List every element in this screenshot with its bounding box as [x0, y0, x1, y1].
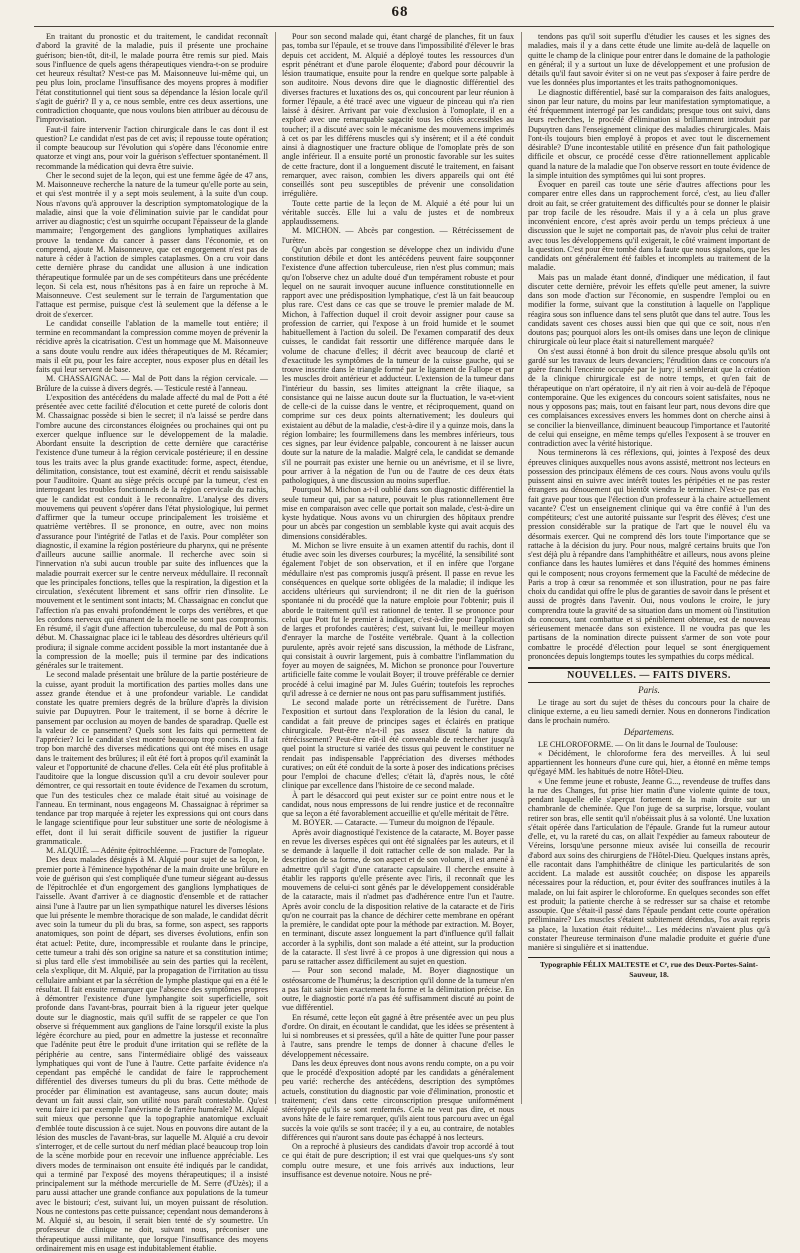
paragraph: Pourquoi M. Michon a-t-il oublié dans son diagnostic différentiel la seule tumeur qui, par sa nature, pouvait le plus rationnellement être mise en comparaison avec celle que portait son malade, c'est-à-dire un kyste hydatique. Nous avons vu un chirurgien des hôpitaux prendre pour un abcès par congestion un semblable kyste qui avait acquis des dimensions considérables. — [282, 485, 514, 541]
subheader-departments: Départemens. — [623, 727, 675, 738]
paragraph: Le candidat conseille l'ablation de la mamelle tout entière; il termine en recommandant la compression comme moyen de prévenir la récidive après la cicatrisation. C'est un hommage que M. Maisonneuve a sans doute voulu rendre aux idées thérapeutiques de M. Récamier; mais il eût pu, pour les faire accepter, nous exposer plus en détail les faits qui leur servent de base. — [36, 318, 268, 374]
paragraph: Dans les deux épreuves dont nous avons rendu compte, on a pu voir que le procédé d'exposition adopté par les candidats a généralement peu varié: recherche des antécédens, description des symptômes actuels, constitution du diagnostic par voie d'élimination, pronostic et traitement; c'est dans cette circonscription presque uniformément stéréotypée qu'ils se sont renfermés. Cela ne veut pas dire, et nous avons hâte de le faire remarquer, qu'ils aient tous parcouru avec un égal succès la voie qu'ils se sont tracée; il y a eu, au contraire, de notables différences qui n'auront sans doute pas échappé à nos lecteurs. — [282, 1058, 514, 1142]
paragraph: En traitant du pronostic et du traitement, le candidat reconnaît d'abord la gravité de la maladie, puis il présente une prochaine guérison; bien-tôt, dit-il, le malade pourra être remis sur pied. Mais sous l'influence de quels agens thérapeutiques viendra-t-on se produire cet heureux résultat? N'est-ce pas M. Maisonneuve lui-même qui, un peu plus loin, proclame l'insuffisance des moyens propres à modifier l'état constitutionnel qui tient sous sa dépendance la lésion locale qu'il s'agit de guérir? Il y a, ce nous semble, entre ces deux assertions, une contradiction choquante, que nous voulons bien attribuer au décousu de l'improvisation. — [36, 32, 268, 125]
paragraph: Faut-il faire intervenir l'action chirurgicale dans le cas dont il est question? Le candidat n'est pas de cet avis; il repousse toute opération; il compte beaucoup sur l'évolution qui s'opère dans l'économie entre quatorze et vingt ans, pour voir la guérison s'effectuer spontanément. Il recommande la médication qui devra être suivie. — [36, 124, 268, 171]
candidate-heading: M. CHASSAIGNAC. — Mal de Pott dans la région cervicale. — Brûlure de la cuisse à divers degrés. — Testicule resté à l'anneau. — [36, 374, 268, 393]
header-rule — [34, 26, 774, 27]
paragraph: Pour son second malade qui, étant chargé de planches, fit un faux pas, tomba sur l'épaule, et se trouve dans l'impossibilité d'élever le bras depuis cet accident, M. Alquié a déployé toutes les ressources d'un esprit pénétrant et d'une parole éloquente; d'abord pour découvrir la lésion traumatique, ensuite pour la rendre en quelque sorte palpable à son auditoire. Nous devons dire que le diagnostic différentiel des diverses fractures et luxations des os, qui concourent par leur réunion à former l'épaule, a été tracé avec une vigueur de pinceau qui n'a rien laissé à désirer. Arrivant par voie d'exclusion à l'omoplate, il en a exploré avec une remarquable sagacité tous les côtés accessibles au toucher; il a discuté avec soin le mécanisme des mouvemens imprimés à cet os par les différens muscles qui s'y insèrent; et il a été conduit ainsi à diagnostiquer une fracture oblique de l'omoplate près de son angle inférieur. Il a ensuite porté un pronostic favorable sur les suites de cette fracture, dont il a longuement discuté le traitement, en faisant remarquer, avec raison, combien les divers appareils qui ont été conseillés sont peu susceptibles de prévenir une consolidation irrégulière. — [282, 32, 514, 199]
paragraph: Toute cette partie de la leçon de M. Alquié a été pour lui un véritable succès. Elle lui a valu de justes et de nombreux applaudissemens. — [282, 198, 514, 226]
paragraph: — Pour son second malade, M. Boyer diagnostique un ostéosarcome de l'humérus; la description qu'il donne de la tumeur n'en a pas fait saisir bien exactement la forme et la délimitation précise. En outre, le diagnostic porté n'a pas été suffisamment discuté au point de vue différentiel. — [282, 966, 514, 1013]
candidate-heading: M. BOYER. — Cataracte. — Tumeur du moignon de l'épaule. — [292, 818, 495, 828]
paragraph: Mais pas un malade étant donné, d'indiquer une médication, il faut discuter cette dernière, prévoir les effets qu'elle peut amener, la suivre dans son mode d'action sur l'économie, en suspendre l'emploi ou en modifier la forme, suivant que la constitution à laquelle on l'applique réagira sous son influence dans tel sens plutôt que dans tel autre. Tous les candidats savent ces choses aussi bien que qui que ce soit, nous n'en doutons pas; pourquoi alors les ont-ils omises dans une leçon de clinique chirurgicale où leur place était si naturellement marquée? — [528, 272, 770, 347]
column-divider — [275, 32, 276, 1104]
column-2 — [282, 32, 514, 1179]
paragraph: Évoquer en pareil cas toute une série d'autres affections pour les comparer entre elles dans un rapprochement forcé, c'est, au lieu d'aller droit au fait, se créer gratuitement des difficultés pour se donner le plaisir par trop facile de les résoudre. Mais il y a à cela un plus grave inconvénient encore, c'est après avoir perdu un temps précieux à une discussion que le sujet ne comportait pas, de n'avoir plus celui de traiter avec tous les développemens qu'il exigerait, le côté vraiment important de la question. C'est pour être tombé dans la faute que nous signalons, que les candidats ont généralement été faibles et incomplets au traitement de la maladie. — [528, 180, 770, 273]
paragraph: L'exposition des antécédens du malade affecté du mal de Pott a été présentée avec cette facilité d'élocution et cette pureté de coloris dont M. Chassaignac possède si bien le secret; il n'a laissé se perdre dans l'ombre aucune des circonstances éloignées ou prochaines qui ont pu exercer quelque influence sur le développement de la maladie. Abordant ensuite la description de cette dernière que caractérise l'existence d'une tumeur à la région cervicale postérieure; il en dessine tous les traits avec la plus grande exactitude: forme, aspect, étendue, délimitation, consistance, tout est examiné, décrit et rendu saisissable pour l'auditoire. Quant au siège précis occupé par la tumeur, c'est en interrogeant les troubles fonctionnels de la région cervicale du rachis, que le candidat est conduit à le reconnaître. L'analyse des divers mouvemens qui peuvent s'opérer dans l'état physiologique, lui permet d'affirmer que la tumeur occupe principalement les troisième et quatrième vertèbres. Il se prononce, en outre, avec non moins d'assurance pour l'intégrité de l'atlas et de l'axis. Pour compléter son diagnostic, il examine la région postérieure du pharynx, qui ne présente d'ailleurs aucune saillie anormale. Il recherche avec soin si l'innervation n'a subi aucun trouble par suite des influences que la maladie pourrait exercer sur le centre nerveux médullaire. Il reconnaît que les principales fonctions, telles que la respiration, la digestion et la circulation, s'exécutent librement et sans offrir rien d'insolite. Le mouvement et le sentiment sont intacts; M. Chassaignac en conclut que l'affection n'a pas envahi profondément le corps des vertèbres, et que les cordons nerveux qui émanent de la moelle ne sont pas compromis. En résumé, il s'agit d'une affection tuberculeuse, du mal de Pott à son début. M. Chassaignac place ici le tableau des désordres ultérieurs qu'il prodiura; il signale comme accident possible la mort instantanée due à la compression de la moelle; puis il termine par des indications générales sur le traitement. — [36, 392, 268, 670]
column-3 — [528, 32, 770, 1104]
paragraph: Après avoir diagnostiqué l'existence de la cataracte, M. Boyer passe en revue les diverses espèces qui ont été signalées par les auteurs, et il se demande à laquelle il doit rattacher celle de son malade. Par la description de sa forme, de son aspect et de son volume, il est amené à admettre qu'il s'agit d'une cataracte capsulaire. Il cherche ensuite à établir les rapports qu'elle présente avec l'iris, il reconnaît que les mouvemens de celui-ci sont gênés par le développement considérable de la cataracte, mais il n'admet pas d'adhérence entre l'un et l'autre. Après avoir conclu de la disposition relative de la cataracte et de l'iris qu'on ne courrait pas la chance de déchirer cette membrane en opérant la première, le candidat opte pour la méthode par extraction. M. Boyer, en terminant, discute assez longuement la part d'influence qu'il fallait accorder à la syphilis, dont son malade a été atteint, sur la production de la cataracte. Il s'est livré à ce propos à une digression qui nous a paru se rattacher assez difficilement au sujet en question. — [282, 827, 514, 966]
paragraph: LE CHLOROFORME. — On lit dans le Journal de Toulouse: — [538, 739, 738, 749]
paragraph: Le tirage au sort du sujet de thèses du concours pour la chaire de clinique externe, a eu lieu samedi dernier. Nous en donnerons l'indication dans le prochain numéro. — [528, 697, 770, 725]
page-number: 68 — [391, 4, 409, 20]
subheader-paris: Paris. — [638, 685, 660, 696]
paragraph: Nous terminerons là ces réflexions, qui, jointes à l'exposé des deux épreuves cliniques auxquelles nous avons assisté, mettront nos lecteurs en possession des principaux élémens de ces cours. Nous avons voulu qu'ils puissent ainsi en suivre avec intérêt toutes les péripéties et ne pas rester étrangers au dénouement qui bientôt viendra le terminer. N'est-ce pas en fait grave pour tous que l'élection d'un professeur à la chaire actuellement vacante? C'est un enseignement clinique qui va être confié à l'un des compétiteurs; c'est une autorité puissante sur l'esprit des élèves; c'est une pression considérable sur la pratique de l'art que le nouvel élu va désormais exercer. Qui ne comprend dès lors toute l'importance que se rattache à la décision du jury. Pour nous, malgré certains bruits que l'on s'est déjà plu à répandre dans l'amphithéâtre et ailleurs, nous avons pleine confiance dans les hautes lumières et dans l'équité des hommes éminens qui le composent; nous croyons fermement que la Faculté de médecine de Paris a trop à cœur sa renommée et son illustration, pour ne pas faire choix du candidat qui offre le plus de garanties de savoir dans le présent et aussi de progrès dans l'avenir. Oui, nous voulons le croire, le jury comprendra toute la gravité de sa situation dans un moment où l'institution du concours, tant combattue et si péniblement obtenue, est de nouveau sérieusement menacée dans son existence. Il ne voudra pas que les partisans de la nomination directe puissent s'armer de son vote pour combattre le procédé d'élection pour lequel se sont énergiquement prononcées depuis longtemps toutes les sympathies du corps médical. — [528, 448, 770, 661]
candidate-heading: M. MICHON. — Abcès par congestion. — Rétrécissement de l'urètre. — [282, 226, 514, 245]
paragraph: « Décidément, le chloroforme fera des merveilles. À lui seul appartiennent les honneurs d'une cure qui, hier, a étonné en même temps qu'égayé MM. les habitués de notre Hôtel-Dieu. — [528, 748, 770, 777]
paragraph: tendons pas qu'il soit superflu d'étudier les causes et les signes des maladies, mais il y a dans cette étude une limite au-delà de laquelle on quitte le champ de la clinique pour entrer dans le domaine de la pathologie en général; il y a surtout un luxe de développement et une profusion de détails qu'il faut savoir éviter si on ne veut pas s'exposer à faire perdre de vue les données plus importantes et les traits pathognomoniques. — [528, 32, 770, 88]
paragraph: À part le désaccord qui peut exister sur ce point entre nous et le candidat, nous nous empressons de lui rendre justice et de reconnaître que sa leçon a été favorablement accueillie et qu'elle méritait de l'être. — [282, 790, 514, 818]
column-divider — [521, 32, 522, 1104]
paragraph: En résumé, cette leçon eût gagné à être présentée avec un peu plus d'ordre. On dirait, en écoutant le candidat, que les idées se présentent à lui si nombreuses et si pressées, qu'il a hâte de quitter l'une pour passer à l'autre, sans prendre le temps de donner à chacune d'elles le développement nécessaire. — [282, 1012, 514, 1059]
paragraph: Le diagnostic différentiel, basé sur la comparaison des faits analogues, sinon par leur nature, du moins par leur manifestation symptomatique, a été fréquemment interrogé par les candidats; presque tous ont suivi, dans leurs recherches, le procédé d'élimination si brillamment introduit par Dupuytren dans l'enseignement clinique des maladies chirurgicales. Mais l'ont-ils toujours bien employé à propos et avec tout le discernement désirable? D'une incontestable utilité en présence d'un fait pathologique difficile et obscur, ce procédé cesse d'être rationnellement applicable quand la nature de la maladie que l'on observe ressort en toute évidence de la simple intuition des symptômes qui lui sont propres. — [528, 87, 770, 180]
paragraph: M. Michon se livre ensuite à un examen attentif du rachis, dont il étudie avec soin les diverses courbures; la mycélité, la sensibilité sont également l'objet de son observation, et il en infère que l'organe médullaire n'est pas compromis jusqu'à présent. Il passe en revue les conséquences en quelque sorte obligées de la maladie; il indique les accidens ultérieurs qui surviendront; il ne dit rien de la guérison spontanée ni du procédé que la nature emploie pour l'obtenir; puis il aborde le traitement qu'il est rationnel de tenter. Il se prononce pour celui que Pott fut le premier à indiquer, c'est-à-dire pour l'application de larges et profondes cautères; c'est, suivant lui, le meilleur moyen d'enrayer la marche de l'ostéite vertébrale. Quant à la collection purulente, après avoir rejeté sans discussion, la méthode de Lisfranc, qui consistait à ouvrir largement, puis à combattre l'inflammation du foyer au moyen de saignées, M. Michon se prononce pour l'ouverture artificielle faite comme le voulait Boyer; il trouve préférable ce dernier procédé à celui imaginé par M. Jules Guérin; toutefois les reproches qu'il adresse à ce dernier ne nous ont pas paru suffisamment justifiés. — [282, 540, 514, 698]
paragraph: Le second malade porte un rétrécissement de l'urètre. Dans l'exposition et surtout dans l'exploration de la lésion du canal, le candidat a fait preuve de principes sages et éclairés en pratique chirurgicale. Peut-être n'a-t-il pas assez discuté la nature du rétrécissement? Peut-être eût-il été convenable de rechercher jusqu'à quel point la structure si variée des tissus qui peuvent le constituer ne rendait pas indispensable l'appréciation des diverses méthodes curatives; on eût été conduit de la sorte à poser des indications précises pour l'emploi de chacune d'elles; c'était là, d'après nous, le côté clinique par excellence dans l'histoire de ce second malade. — [282, 698, 514, 791]
candidate-heading: M. ALQUIÉ. — Adénite épitrochléenne. — Fracture de l'omoplate. — [46, 846, 265, 855]
paragraph: Qu'un abcès par congestion se développe chez un individu d'une constitution débile et dont les antécédens peuvent faire soupçonner l'existence d'une affection tuberculeuse, rien n'est plus commun; mais qu'on l'observe chez un adulte doué d'un tempérament robuste et pour lequel on ne saurait invoquer aucune influence constitutionnelle en rapport avec une prédisposition lymphatique, c'est là un fait beaucoup plus rare. C'est dans ce cas que se trouve le premier malade de M. Michon, à l'affection duquel il croit devoir assigner pour cause sa profession de carrier, qui l'expose à un froid humide et le soumet habituellement à l'action du soleil. De l'examen comparatif des deux cuisses, le candidat fait ressortir une différence marquée dans le volume de chacune d'elles; il décrit avec beaucoup de clarté et d'exactitude les symptômes de la tumeur de la cuisse gauche, qui se trouve inscrite dans le triangle formé par le ligament de Fallope et par les muscles droit antérieur et adducteur. L'extension de la tumeur dans l'intérieur du bassin, ses limites atteignant la crête iliaque, sa consistance qui ne laisse aucun doute sur la fluctuation, le va-et-vient de celle-ci de la cuisse dans le ventre, et réciproquement, quand on comprime sur ces deux points alternativement; les douleurs qui existaient au début de la maladie, c'est-à-dire il y a quinze mois, dans la région lombaire; les fourmillemens dans les membres inférieurs, tous ces signes, par leur évidence palpable, concourent à ne laisser aucun doute sur la nature de la maladie. Malgré cela, le candidat se demande s'il ne pourrait pas exister une hernie ou un anévrisme, et il se livre, pour arriver à la négation de l'un ou de l'autre de ces deux états pathologiques, à une discussion au moins superflue. — [282, 244, 514, 485]
paragraph: On s'est aussi étonné à bon droit du silence presque absolu qu'ils ont gardé sur les travaux de leurs devanciers; l'érudition dans ce concours n'a guère franchi l'enceinte occupée par le jury; il semblerait que la création de la clinique chirurgicale est de notre temps, et qu'en fait de thérapeutique on n'art opératoire, il n'y ait rien à voir au-delà de l'époque contemporaine. Que les exigences du concours soient satisfaites, nous ne nous y opposons pas; mais, tout en faisant leur part, nous devons dire que ces complaisances excessives envers les hommes dont on cherche ainsi à se concilier la bienveillance, diminuent beaucoup l'importance et l'autorité de celui qui enseigne, en même temps qu'elles l'exposent à se trouver en contradiction avec la vérité historique. — [528, 346, 770, 448]
paragraph: Le second malade présentait une brûlure de la partie postérieure de la cuisse, ayant produit la mortification des parties molles dans une assez grande étendue et à une profondeur variable. Le candidat constate les quatre premiers degrés de la brûlure d'après la division suivie par Dupuytren. Pour le traitement, il se borne à décrire le pansement par occlusion au moyen de bandes de sparadrap. Quelle est la valeur de ce pansement? Quels sont les faits qui permettent de l'apprécier? Ici le candidat s'est montré beaucoup trop concis. Il a fait trop bon marché des diverses médications qui ont été mises en usage dans le traitement des brûlures; il eût été fort à propos qu'il examinât la valeur et l'opportunité de chacune d'elles. Cela eût été plus profitable à l'auditoire que la longue discussion qu'il a cru devoir soulever pour démontrer, ce qui ressortait en toute évidence de l'examen du scrotum, que l'un des testicules chez ce malade était situé au voisinage de l'anneau. En terminant, nous engageons M. Chassaignac à réprimer sa tendance par trop marquée à rejeter les expressions qui ont cours dans le langage scientifique pour leur substituer une sorte de néologisme à effet, dont il lui serait difficile souvent de justifier la rigueur grammaticale. — [36, 670, 268, 846]
paragraph: Des deux malades désignés à M. Alquié pour sujet de sa leçon, le premier porte à l'éminence hypothénar de la main droite une brûlure en voie de guérison qui s'est compliquée d'une tumeur siégeant au-dessus de l'épitrochlée et d'un engorgement des ganglions lymphatiques de l'aisselle. Avant d'arriver à ce diagnostic d'ensemble et de rattacher ainsi l'une à l'autre par un lien sympathique naturel les diverses lésions que lui présente le membre thoracique de son malade, le candidat décrit avec soin la tumeur du pli du bras, sa forme, son aspect, ses rapports anatomiques, son point de départ, ses diverses évolutions, enfin son état actuel: Petite, dure, incompressible et roulante dans le principe, cette tumeur a trahi dès son origine sa nature et sa constitution intime; si plus tard elle s'est immobilisée au sein des parties qui la recèlent, cela s'explique, dit M. Alquié, par la propagation de l'irritation au tissu cellulaire ambiant et par la sécrétion de lymphe plastique qui en a été le résultat. Il fait ensuite remarquer que l'absence des symptômes propres à démontrer l'existence d'une lymphangite soit superficielle, soit profonde dans l'avant-bras, pourrait bien à la rigueur jeter quelque doute sur le diagnostic, mais qu'il suffit de se rappeler ce que l'on observe si fréquemment aux ganglions de l'aine lorsqu'il existe la plus légère écorchure au pied, pour en admettre la justesse et reconnaître que l'adénite peut être le produit d'une irritation qui se reflète de la périphérie au centre, sans l'intermédiaire obligé des vaisseaux lymphatiques qui vont de l'une à l'autre. Cette parfaite évidence n'a cependant pas empêché le candidat de faire le rapprochement différentiel des diverses tumeurs du pli du bras. Cette méthode de procéder par élimination est avantageuse, sans aucun doute; mais devant un fait aussi clair, son utilité nous paraît contestable. Qu'est venu faire ici par exemple l'anévrisme de l'artère humérale? M. Alquié suit mieux que personne que la topographie anatomique excluait d'emblée toute discussion à ce sujet. Nous en pouvons dire autant de la lésion des muscles de l'avant-bras, sur laquelle M. Alquié a cru devoir s'interroger, et de celle surtout du nerf médian placé beaucoup trop loin de la scène morbide pour en recevoir une influence appréciable. Les divers modes de terminaison ont ensuite été indiqués par le candidat, qui a terminé par l'exposé des moyens thérapeutiques; il a insisté principalement sur la méthode mercurielle de M. Serre (d'Uzès); il a paru aussi attacher une grande confiance aux populations de la tumeur avec le bistouri; c'est, suivant lui, un moyen puissant de résolution. Nous ne contestons pas cette puissance; cependant nous demanderons à M. Alquié si, au besoin, il serait bien tenté de s'y soumettre. Un professeur de clinique ne doit, suivant nous, préconiser une thérapeutique aussi militante, que lorsque l'insuffisance des moyens ordinairement mis en usage est indubitablement établie. — [36, 855, 268, 1253]
column-1 — [36, 32, 268, 1253]
paragraph: « Une femme jeune et robuste, Jeanne G..., revendeuse de truffes dans la rue des Changes, fut prise hier matin d'une violente quinte de toux, pendant laquelle elle s'aperçut fortement de la main droite sur un chambranle de cheminée. Que l'on juge de sa surprise, lorsque, voulant retirer son bras, elle sentit qu'il n'obéissait plus à sa volonté. Une luxation s'était opérée dans l'articulation de l'épaule. Grande fut la rumeur autour d'elle, et, vu la rareté du cas, on allait l'expédier au fameux rabouteur de Véreins, lorsqu'une personne mieux avisée lui conseilla de recourir d'abord aux soins des chirurgiens de l'Hôtel-Dieu. Quelques instans après, elle racontait dans l'amphithéâtre de clinique les particularités de son accident. La malade est aussitôt couchée; on dispose les appareils nécessaires pour la réduction, et, pour éviter des souffrances inutiles à la malade, on lui fait aspirer le chloroforme. En quelques secondes son effet est produit; la patiente cherche à se redresser sur sa chaise et retombe assoupie. Que s'était-il passé dans l'épaule pendant cette courte opération préliminaire? Les muscles s'étaient subitement détendus, l'os avait repris sa place, la luxation était réduite!... Les médecins n'avaient plus qu'à constater l'heureuse terminaison d'une maladie produite et guérie d'une manière si singulière et si inattendue. — [528, 776, 770, 952]
paragraph: On a reproché à plusieurs des candidats d'avoir trop accordé à tout ce qui était de pure description; il est vrai que quelques-uns s'y sont complu outre mesure, et une fois arrivés aux inductions, leur insuffisance est devenue notoire. Nous ne pré- — [282, 1142, 514, 1179]
printer-imprint: Typographie FÉLIX MALTESTE et Cᵉ, rue des Deux-Portes-Saint-Sauveur, 18. — [528, 957, 770, 979]
news-section-header: NOUVELLES. — FAITS DIVERS. — [528, 667, 770, 683]
paragraph: Cher le second sujet de la leçon, qui est une femme âgée de 47 ans, M. Maisonneuve recherche la nature de la tumeur qu'elle porte au sein, et qui s'est montrée il y a sept mois seulement, à la suite d'un coup. Nous n'avons qu'à approuver la description symptomatologique de la maladie, ainsi que la voie d'élimination suivie par le candidat pour arriver au diagnostic; c'est un squirrhe occupant l'épaisseur de la glande mammaire; l'engorgement des ganglions lymphatiques axillaires prouve la tendance du cancer à passer dans l'économie, et on comprend, ajoute M. Maisonneuve, que cet engorgement n'est pas de nature à céder à l'action de simples cataplasmes. On a cru voir dans cette dernière phrase du candidat une allusion à une indication thérapeutique formulée par un de ses compétiteurs dans une précédente leçon. Si cela est, nous n'hésitons pas à en faire un reproche à M. Maisonneuve. C'est seulement sur le terrain de l'argumentation que l'attaque est permise, puisque c'est là seulement que la défense a le droit de s'exercer. — [36, 170, 268, 319]
